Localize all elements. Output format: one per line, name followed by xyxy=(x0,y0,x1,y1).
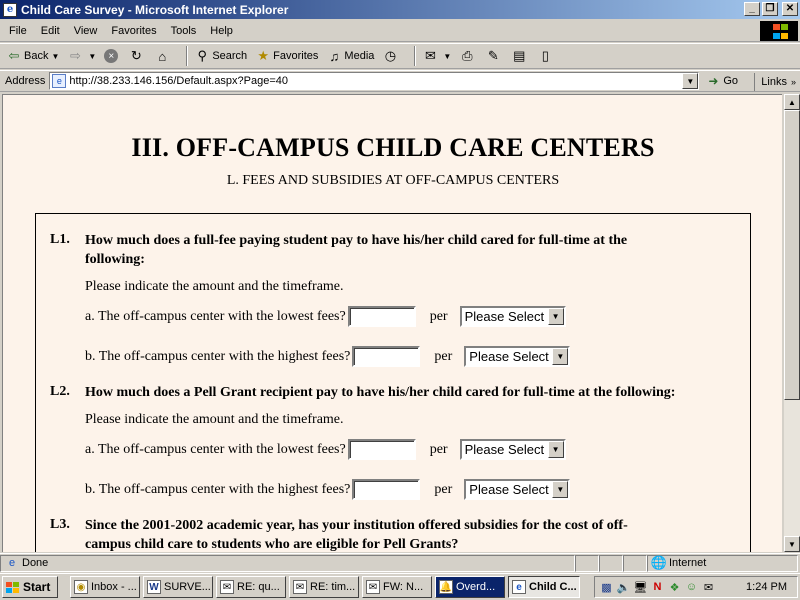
ie-icon: e xyxy=(3,3,17,17)
task-inbox-label: Inbox - ... xyxy=(91,581,137,593)
question-text-l3-line1: Since the 2001-2002 academic year, has your institution offered subsidies for the cost of off- xyxy=(85,518,628,533)
l1b-timeframe-select[interactable] xyxy=(464,346,570,367)
status-text: Done xyxy=(22,557,49,569)
l2-row-a xyxy=(85,439,566,460)
l2a-amount-input[interactable] xyxy=(348,439,416,460)
toolbar-separator xyxy=(414,46,416,66)
maximize-button[interactable]: ❐ xyxy=(762,2,778,16)
go-label: Go xyxy=(723,75,739,87)
links-button[interactable] xyxy=(754,73,800,91)
menu-tools[interactable]: Tools xyxy=(170,24,197,37)
question-text-l1-line1: How much does a full-fee paying student pay to have his/her child cared for full-time at the xyxy=(85,233,628,248)
vertical-scrollbar[interactable] xyxy=(784,94,800,552)
l1a-select-value: Please Select xyxy=(464,309,545,324)
scroll-thumb[interactable] xyxy=(784,110,800,400)
search-button[interactable] xyxy=(194,48,247,64)
ie-task-icon: e xyxy=(512,580,526,594)
window-titlebar xyxy=(0,0,800,19)
stop-icon: × xyxy=(104,49,118,63)
l1a-timeframe-select[interactable] xyxy=(460,306,566,327)
forward-button[interactable] xyxy=(67,48,96,64)
l1-row-b xyxy=(85,346,570,367)
dropdown-arrow-icon[interactable]: ▼ xyxy=(548,441,564,458)
l2b-timeframe-select[interactable] xyxy=(464,479,570,500)
favorites-icon: ★ xyxy=(257,48,269,63)
l1b-amount-input[interactable] xyxy=(352,346,420,367)
media-label: Media xyxy=(344,50,375,62)
history-icon: ◷ xyxy=(384,48,397,63)
question-text-l1 xyxy=(85,231,725,269)
l1a-label: a. The off-campus center with the lowest fees? xyxy=(85,308,346,324)
page-icon: e xyxy=(52,74,66,88)
menu-edit[interactable]: Edit xyxy=(40,24,60,37)
question-number-l3: L3. xyxy=(50,517,70,532)
globe-icon: 🌐 xyxy=(650,555,668,570)
search-icon: ⚲ xyxy=(197,48,208,63)
system-tray xyxy=(594,576,798,598)
task-child-care[interactable] xyxy=(508,576,580,598)
scroll-up-icon[interactable]: ▲ xyxy=(784,94,800,110)
status-zone: Internet xyxy=(669,557,707,569)
mail-tray-icon[interactable]: ✉ xyxy=(703,581,714,594)
print-button[interactable] xyxy=(459,48,477,64)
question-text-l2: How much does a Pell Grant recipient pay to have his/her child cared for full-time at the following: xyxy=(85,385,676,400)
window-controls xyxy=(744,2,798,16)
forward-dropdown-icon[interactable]: ▼ xyxy=(88,51,97,61)
messenger-button[interactable] xyxy=(537,48,555,64)
dropdown-arrow-icon[interactable]: ▼ xyxy=(552,481,568,498)
tray-app-icon[interactable]: ❖ xyxy=(669,581,680,594)
task-child-care-label: Child C... xyxy=(529,581,577,593)
mail-message-icon: ✉ xyxy=(293,580,307,594)
task-re-qu-label: RE: qu... xyxy=(237,581,280,593)
mail-dropdown-icon[interactable]: ▼ xyxy=(443,51,452,61)
edit-button[interactable] xyxy=(485,48,503,64)
l2b-label: b. The off-campus center with the highest fees? xyxy=(85,481,351,497)
dropdown-arrow-icon[interactable]: ▼ xyxy=(552,348,568,365)
clock[interactable]: 1:24 PM xyxy=(746,581,787,593)
l1a-per-label: per xyxy=(429,308,448,324)
messenger-tray-icon[interactable]: ☺ xyxy=(685,581,698,593)
back-dropdown-icon[interactable]: ▼ xyxy=(51,51,60,61)
task-fw-n[interactable] xyxy=(362,576,432,598)
l2-row-b xyxy=(85,479,570,500)
media-button[interactable] xyxy=(326,48,374,64)
word-doc-icon: W xyxy=(147,580,161,594)
windows-logo-icon xyxy=(760,21,798,41)
antivirus-icon[interactable]: N xyxy=(653,581,662,593)
volume-icon[interactable]: 🔈 xyxy=(616,581,631,594)
mail-icon: ✉ xyxy=(424,48,436,63)
task-inbox[interactable] xyxy=(70,576,140,598)
address-url: http://38.233.146.156/Default.aspx?Page=40 xyxy=(69,75,289,87)
mail-message-icon: ✉ xyxy=(366,580,380,594)
l1-row-a xyxy=(85,306,566,327)
question-number-l2: L2. xyxy=(50,384,70,399)
l1b-select-value: Please Select xyxy=(469,349,549,364)
task-survey-label: SURVE... xyxy=(164,581,211,593)
go-arrow-icon: ➜ xyxy=(708,74,719,88)
forward-arrow-icon: ⇨ xyxy=(69,48,81,63)
status-bar xyxy=(0,553,800,572)
task-re-tim-label: RE: tim... xyxy=(310,581,356,593)
home-icon: ⌂ xyxy=(158,48,167,64)
menu-favorites[interactable]: Favorites xyxy=(111,24,157,37)
address-bar xyxy=(0,70,800,92)
taskbar xyxy=(0,573,800,600)
links-label: Links xyxy=(761,76,787,88)
status-privacy-cell xyxy=(623,555,647,572)
task-survey-doc[interactable] xyxy=(143,576,213,598)
question-text-l3-line2: campus child care to students who are eligible for Pell Grants? xyxy=(85,537,459,552)
minimize-button[interactable]: _ xyxy=(744,2,760,16)
back-label: Back xyxy=(24,50,49,62)
window-title: Child Care Survey - Microsoft Internet Explorer xyxy=(21,2,289,17)
print-icon: ⎙ xyxy=(462,48,473,63)
menu-file[interactable]: File xyxy=(9,24,27,37)
page-title: III. OFF-CAMPUS CHILD CARE CENTERS xyxy=(131,133,655,162)
question-note-l1: Please indicate the amount and the timeframe. xyxy=(85,279,344,294)
start-label: Start xyxy=(23,580,51,594)
address-dropdown-icon[interactable]: ▼ xyxy=(682,73,698,89)
back-button[interactable] xyxy=(6,48,59,64)
survey-form xyxy=(35,213,751,552)
back-arrow-icon: ⇦ xyxy=(8,48,20,63)
l2a-timeframe-select[interactable] xyxy=(460,439,566,460)
page-done-icon: e xyxy=(8,557,16,569)
scroll-down-icon[interactable]: ▼ xyxy=(784,536,800,552)
status-lock-cell xyxy=(599,555,623,572)
question-text-l1-line2: following: xyxy=(85,252,145,267)
status-text-cell xyxy=(0,555,575,572)
favorites-label: Favorites xyxy=(273,50,319,62)
l2a-select-value: Please Select xyxy=(464,442,545,457)
status-progress-cell xyxy=(575,555,599,572)
reminder-bell-icon: 🔔 xyxy=(439,581,453,593)
mail-message-icon: ✉ xyxy=(220,580,234,594)
task-overdue[interactable] xyxy=(435,576,505,598)
l2a-per-label: per xyxy=(429,441,448,457)
history-button[interactable] xyxy=(382,48,400,64)
discuss-button[interactable] xyxy=(511,48,529,64)
links-chevron-icon: » xyxy=(790,77,796,87)
toolbar-separator xyxy=(186,46,188,66)
task-fw-n-label: FW: N... xyxy=(383,581,424,593)
refresh-button[interactable] xyxy=(128,48,146,64)
close-button[interactable]: ✕ xyxy=(782,2,798,16)
standard-toolbar xyxy=(0,43,800,69)
menu-view[interactable]: View xyxy=(73,24,98,37)
edit-icon: ✎ xyxy=(487,48,499,63)
question-number-l1: L1. xyxy=(50,232,70,247)
go-button[interactable] xyxy=(705,73,738,89)
messenger-icon: ▯ xyxy=(541,48,549,63)
question-text-l3 xyxy=(85,516,725,552)
question-note-l2: Please indicate the amount and the timeframe. xyxy=(85,412,344,427)
l2b-per-label: per xyxy=(434,481,453,497)
l1a-amount-input[interactable] xyxy=(348,306,416,327)
windows-flag-icon xyxy=(6,582,19,593)
dropdown-arrow-icon[interactable]: ▼ xyxy=(548,308,564,325)
l2b-amount-input[interactable] xyxy=(352,479,420,500)
task-overdue-label: Overd... xyxy=(456,581,496,593)
refresh-icon: ↻ xyxy=(130,48,142,63)
display-icon[interactable]: 🖥 xyxy=(633,581,648,594)
task-re-tim[interactable] xyxy=(289,576,359,598)
mail-button[interactable] xyxy=(422,48,451,64)
start-button[interactable] xyxy=(2,576,58,598)
l2b-select-value: Please Select xyxy=(469,482,549,497)
favorites-button[interactable] xyxy=(255,48,318,64)
address-input[interactable] xyxy=(49,72,699,90)
page-content xyxy=(2,94,782,552)
menu-bar xyxy=(0,20,800,42)
discuss-icon: ▤ xyxy=(513,48,526,63)
network-icon[interactable]: ▩ xyxy=(601,581,612,594)
home-button[interactable] xyxy=(154,48,172,64)
stop-button[interactable] xyxy=(104,49,120,63)
task-re-qu[interactable] xyxy=(216,576,286,598)
address-label: Address xyxy=(5,75,46,87)
outlook-icon: ◉ xyxy=(74,580,88,594)
media-icon: ♫ xyxy=(329,48,340,64)
status-zone-cell xyxy=(647,555,798,572)
page-subtitle: L. FEES AND SUBSIDIES AT OFF-CAMPUS CENTERS xyxy=(226,173,560,188)
l1b-per-label: per xyxy=(434,348,453,364)
menu-help[interactable]: Help xyxy=(210,24,233,37)
l2a-label: a. The off-campus center with the lowest fees? xyxy=(85,441,346,457)
l1b-label: b. The off-campus center with the highest fees? xyxy=(85,348,351,364)
search-label: Search xyxy=(212,50,248,62)
